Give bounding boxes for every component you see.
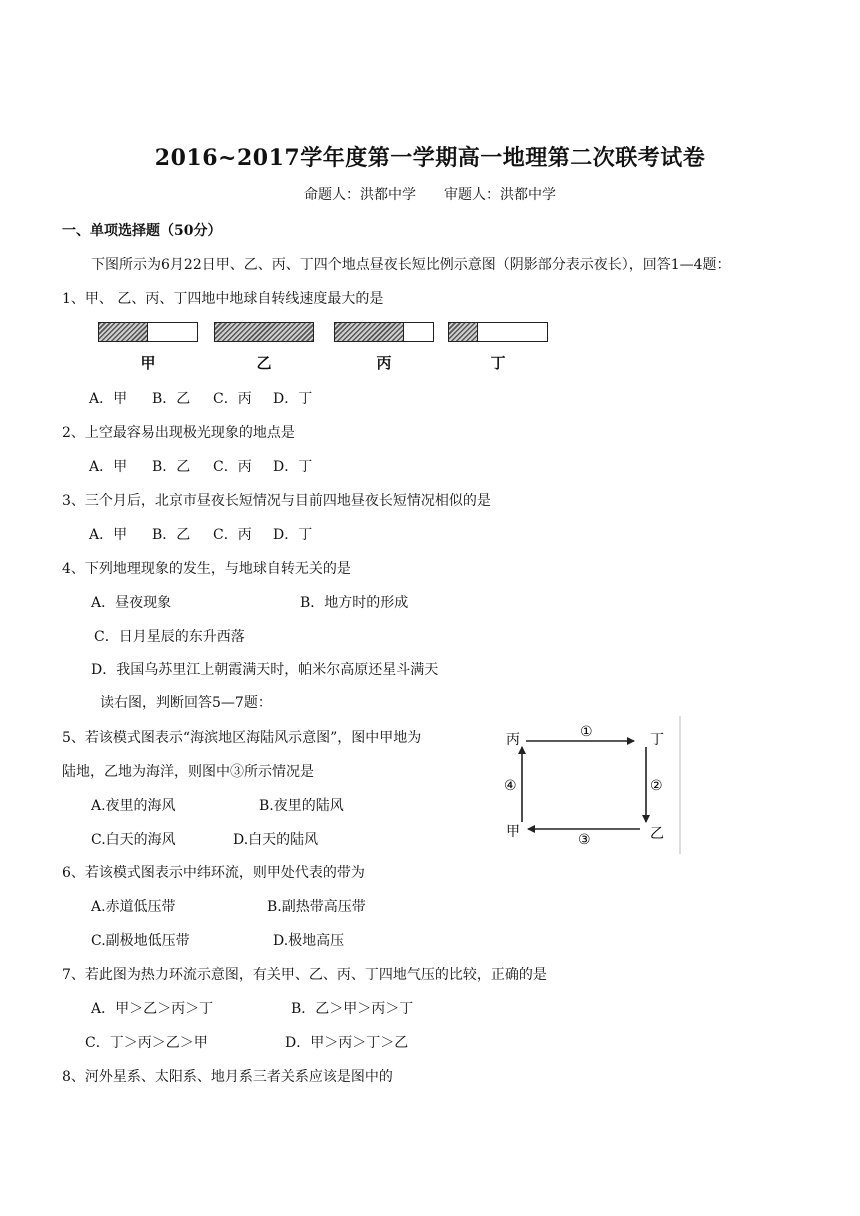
q5-option-b: B.夜里的陆风: [259, 798, 344, 814]
label-1: ①: [580, 724, 593, 740]
q1-option-a: A．甲: [89, 391, 128, 407]
bar-label: 甲: [140, 354, 156, 372]
intro-q1-4: 下图所示为6月22日甲、乙、丙、丁四个地点昼夜长短比例示意图（阴影部分表示夜长），回答1—4题：: [91, 257, 731, 273]
q8-stem: 8、河外星系、太阳系、地月系三者关系应该是图中的: [62, 1069, 393, 1085]
author-line: 命题人：洪都中学 审题人：洪都中学: [304, 187, 556, 203]
section-heading: 一、单项选择题（50分）: [62, 223, 222, 239]
exam-title: 2016~2017学年度第一学期高一地理第二次联考试卷: [154, 145, 706, 171]
bar-ding: [448, 322, 548, 342]
q1-stem: 1、甲、 乙、丙、丁四地中地球自转线速度最大的是: [62, 291, 384, 307]
q1-option-d: D．丁: [273, 391, 313, 407]
q2-option-c: C．丙: [213, 459, 252, 475]
night-shade: [215, 323, 313, 341]
q6-stem: 6、若该模式图表示中纬环流，则甲处代表的带为: [62, 865, 365, 881]
q7-option-a: A．甲＞乙＞丙＞丁: [91, 1001, 214, 1017]
bar-label: 丁: [490, 354, 506, 372]
q7-option-b: B．乙＞甲＞丙＞丁: [291, 1001, 414, 1017]
corner-jia: 甲: [506, 824, 520, 840]
q3-option-d: D．丁: [273, 527, 313, 543]
night-shade: [99, 323, 148, 341]
bar-yi: [214, 322, 314, 342]
q7-stem: 7、若此图为热力环流示意图，有关甲、乙、丙、丁四地气压的比较，正确的是: [62, 967, 547, 983]
label-3: ③: [578, 832, 591, 848]
q3-option-a: A．甲: [89, 527, 128, 543]
q5-option-d: D.白天的陆风: [233, 832, 319, 848]
night-shade: [449, 323, 478, 341]
corner-ding: 丁: [650, 732, 664, 748]
q7-option-d: D．甲＞丙＞丁＞乙: [285, 1035, 409, 1051]
q2-option-d: D．丁: [273, 459, 313, 475]
corner-yi: 乙: [650, 826, 664, 842]
q4-option-a: A．昼夜现象: [91, 595, 172, 611]
q5-option-a: A.夜里的海风: [91, 798, 176, 814]
q6-option-d: D.极地高压: [273, 933, 345, 949]
q5-stem-line1: 5、若该模式图表示“海滨地区海陆风示意图”，图中甲地为: [62, 730, 422, 746]
q7-option-c: C．丁＞丙＞乙＞甲: [85, 1035, 208, 1051]
circulation-diagram: [498, 714, 688, 858]
bar-bing: [334, 322, 434, 342]
q6-option-c: C.副极地低压带: [91, 933, 190, 949]
q2-option-a: A．甲: [89, 459, 128, 475]
q4-stem: 4、下列地理现象的发生，与地球自转无关的是: [62, 561, 351, 577]
corner-bing: 丙: [506, 732, 520, 748]
q6-option-b: B.副热带高压带: [267, 899, 366, 915]
q3-option-b: B．乙: [152, 527, 191, 543]
q6-option-a: A.赤道低压带: [91, 899, 176, 915]
night-shade: [335, 323, 404, 341]
q1-option-b: B．乙: [152, 391, 191, 407]
label-2: ②: [650, 778, 663, 794]
bar-label: 乙: [256, 354, 272, 372]
q5-stem-line2: 陆地，乙地为海洋，则图中③所示情况是: [62, 764, 314, 780]
q5-option-c: C.白天的海风: [91, 832, 176, 848]
intro-q5-7: 读右图，判断回答5—7题：: [100, 695, 272, 711]
q2-stem: 2、上空最容易出现极光现象的地点是: [62, 425, 295, 441]
q4-option-c: C．日月星辰的东升西落: [94, 629, 245, 645]
label-4: ④: [504, 778, 517, 794]
bar-label: 丙: [376, 354, 392, 372]
q1-option-c: C．丙: [213, 391, 252, 407]
q4-option-b: B．地方时的形成: [300, 595, 409, 611]
bar-jia: [98, 322, 198, 342]
q2-option-b: B．乙: [152, 459, 191, 475]
q3-option-c: C．丙: [213, 527, 252, 543]
q3-stem: 3、三个月后，北京市昼夜长短情况与目前四地昼夜长短情况相似的是: [62, 493, 491, 509]
q4-option-d: D．我国乌苏里江上朝霞满天时，帕米尔高原还星斗满天: [91, 662, 439, 678]
